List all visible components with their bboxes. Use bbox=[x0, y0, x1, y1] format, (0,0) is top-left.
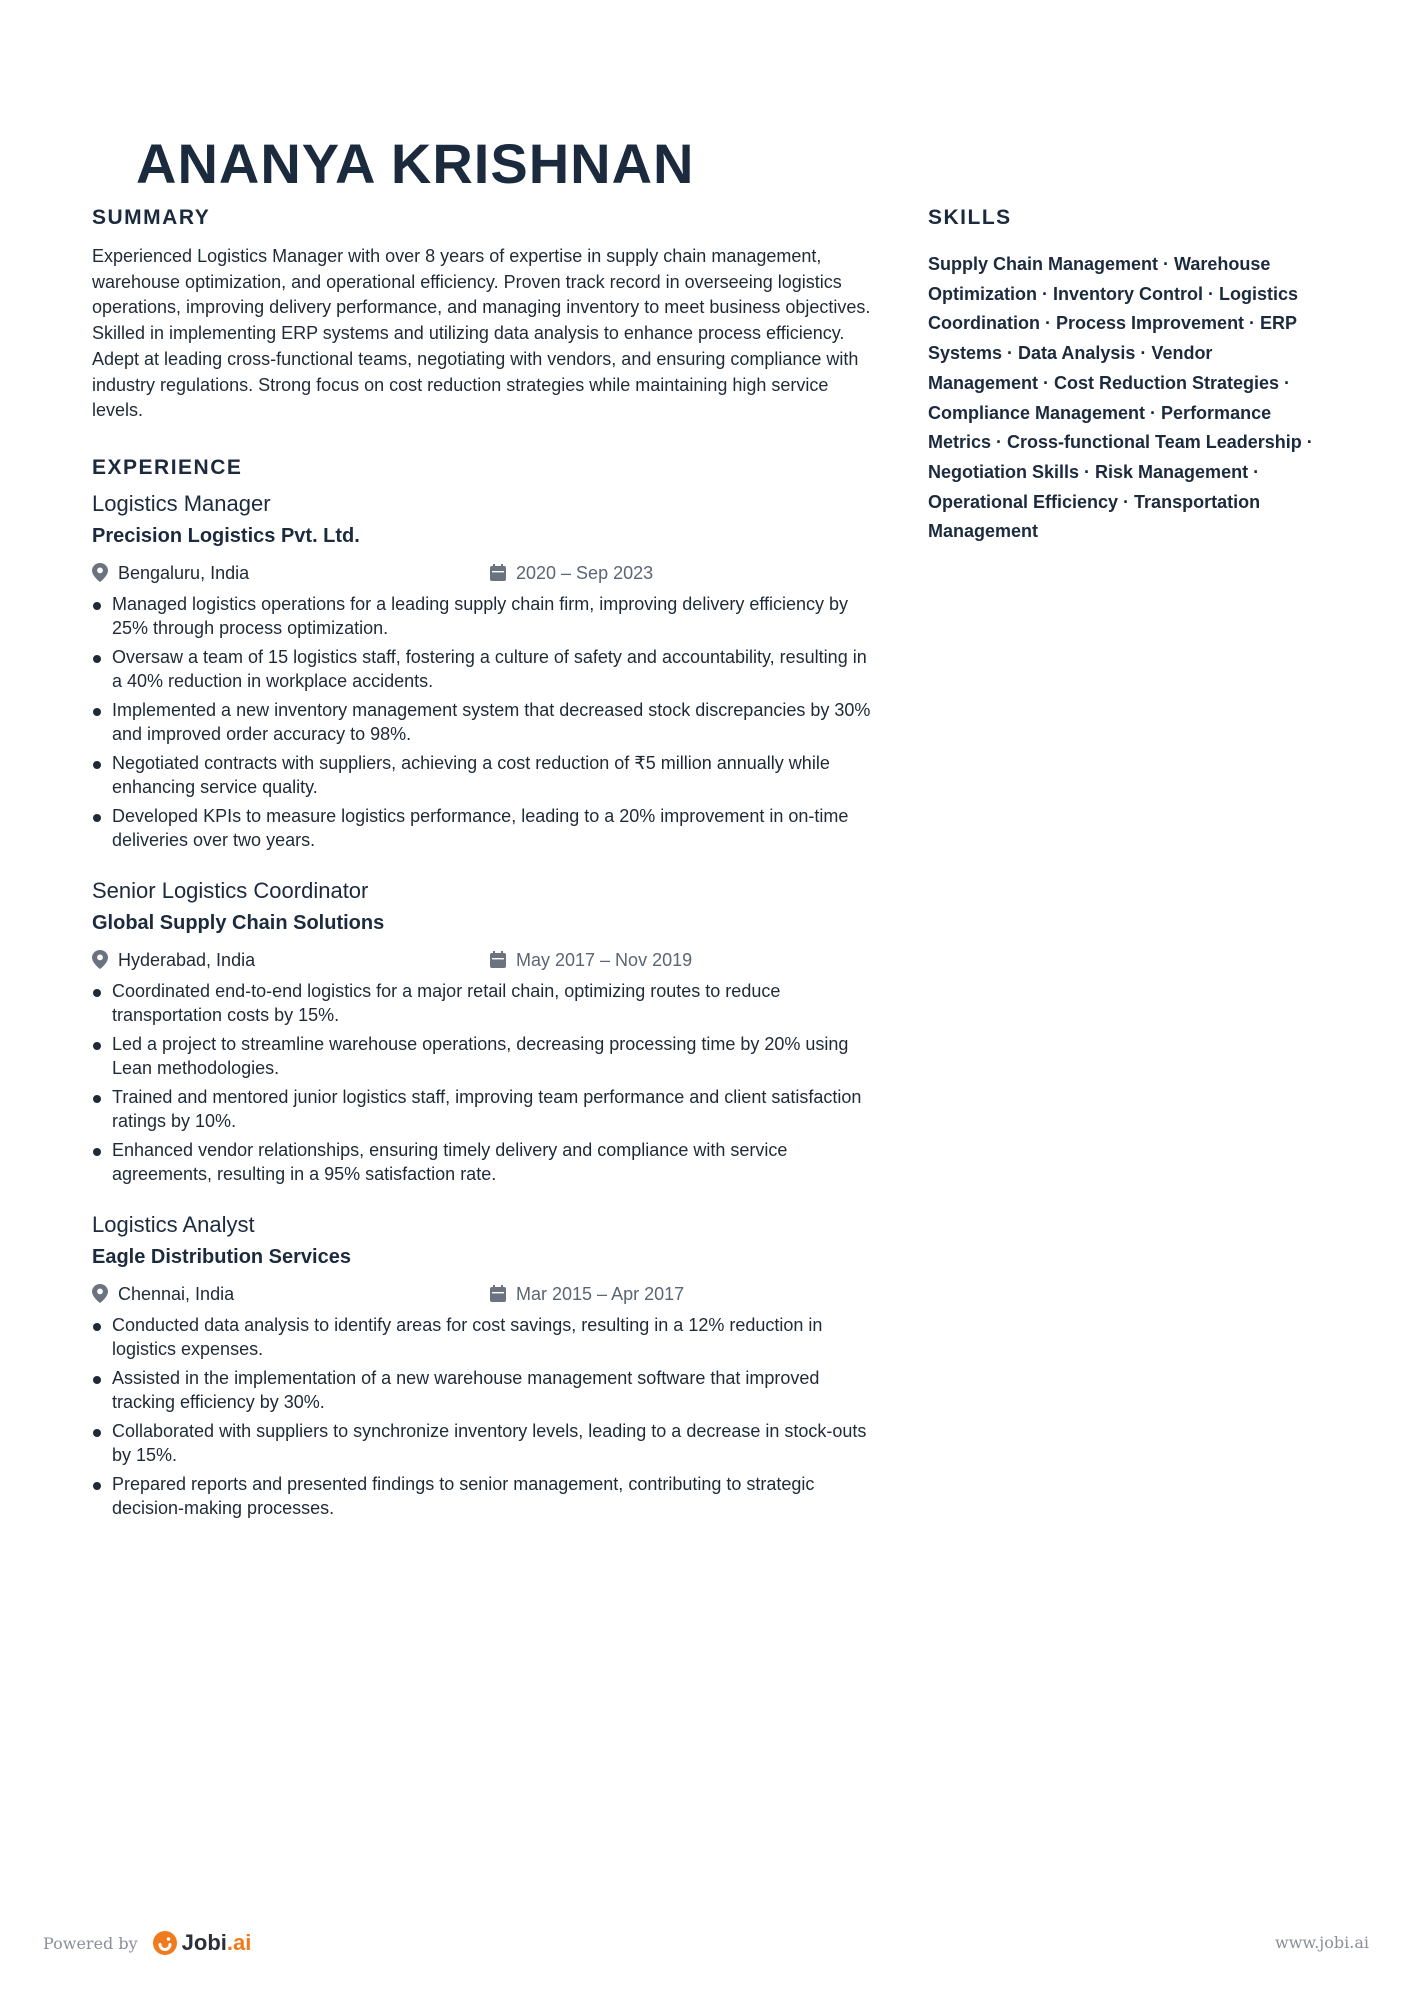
job-dates bbox=[490, 1279, 684, 1309]
calendar-icon bbox=[490, 564, 506, 581]
list-item: Implemented a new inventory management system that decreased stock discrepancies by 30% and improved order accuracy to 98%. bbox=[92, 698, 872, 747]
summary-text: Experienced Logistics Manager with over 8 years of expertise in supply chain management, warehouse optimization, and operational efficiency. Proven track record in overseeing logistics operations, improving delivery performance, and managing inventory to meet business objectives. Skilled in implementing ERP systems and utilizing data analysis to enhance process efficiency. Adept at leading cross-functional teams, negotiating with vendors, and ensuring compliance with industry regulations. Strong focus on cost reduction strategies while maintaining high service levels. bbox=[92, 246, 871, 421]
candidate-name: ANANYA KRISHNAN bbox=[136, 132, 695, 195]
jobi-logo-link[interactable] bbox=[152, 1930, 252, 1956]
dates-text: Mar 2015 – Apr 2017 bbox=[516, 1283, 685, 1304]
job-entry bbox=[92, 1209, 872, 1521]
list-item: Enhanced vendor relationships, ensuring timely delivery and compliance with service agreements, resulting in a 95% satisfaction rate. bbox=[92, 1138, 872, 1187]
dates-text: May 2017 – Nov 2019 bbox=[516, 949, 693, 970]
list-item: Conducted data analysis to identify areas for cost savings, resulting in a 12% reduction in logistics expenses. bbox=[92, 1313, 872, 1362]
job-bullets bbox=[92, 592, 872, 853]
footer-powered-by bbox=[43, 1930, 251, 1956]
list-item: Developed KPIs to measure logistics performance, leading to a 20% improvement in on-time deliveries over two years. bbox=[92, 804, 872, 853]
jobi-logo-text bbox=[182, 1930, 252, 1956]
list-item: Coordinated end-to-end logistics for a major retail chain, optimizing routes to reduce transportation costs by 15%. bbox=[92, 979, 872, 1028]
job-bullets bbox=[92, 1313, 872, 1521]
list-item: Prepared reports and presented findings to senior management, contributing to strategic decision-making processes. bbox=[92, 1472, 872, 1521]
job-title: Senior Logistics Coordinator bbox=[92, 877, 369, 903]
company-name: Eagle Distribution Services bbox=[92, 1245, 351, 1268]
job-location bbox=[92, 945, 255, 975]
location-pin-icon bbox=[92, 563, 108, 582]
list-item: Collaborated with suppliers to synchronize inventory levels, leading to a decrease in stock-outs by 15%. bbox=[92, 1419, 872, 1468]
company-name: Global Supply Chain Solutions bbox=[92, 911, 385, 934]
jobi-logo-icon bbox=[152, 1930, 178, 1956]
list-item: Assisted in the implementation of a new warehouse management software that improved tracking efficiency by 30%. bbox=[92, 1366, 872, 1415]
company-name: Precision Logistics Pvt. Ltd. bbox=[92, 524, 360, 547]
job-dates bbox=[490, 945, 692, 975]
location-text: Hyderabad, India bbox=[118, 949, 256, 970]
brand-main: Jobi bbox=[181, 1930, 227, 1955]
calendar-icon bbox=[490, 951, 506, 968]
brand-suffix: .ai bbox=[226, 1930, 252, 1955]
list-item: Oversaw a team of 15 logistics staff, fostering a culture of safety and accountability, resulting in a 40% reduction in workplace accidents. bbox=[92, 645, 872, 694]
list-item: Trained and mentored junior logistics staff, improving team performance and client satisfaction ratings by 10%. bbox=[92, 1085, 872, 1134]
dates-text: 2020 – Sep 2023 bbox=[516, 562, 654, 583]
list-item: Managed logistics operations for a leading supply chain firm, improving delivery efficiency by 25% through process optimization. bbox=[92, 592, 872, 641]
calendar-icon bbox=[490, 1285, 506, 1302]
job-location bbox=[92, 1279, 234, 1309]
job-entry bbox=[92, 875, 872, 1187]
list-item: Led a project to streamline warehouse operations, decreasing processing time by 20% using Lean methodologies. bbox=[92, 1032, 872, 1081]
location-pin-icon bbox=[92, 950, 108, 969]
job-bullets bbox=[92, 979, 872, 1187]
job-title: Logistics Manager bbox=[92, 490, 271, 516]
skills-list: Supply Chain Management · Warehouse Optimization · Inventory Control · Logistics Coordination · Process Improvement · ERP Systems · Data Analysis · Vendor Management · Cost Reduction Strategies · Compliance Management · Performance Metrics · Cross-functional Team Leadership · Negotiation Skills · Risk Management · Operational Efficiency · Transportation Management bbox=[928, 254, 1313, 542]
location-text: Chennai, India bbox=[118, 1283, 235, 1304]
job-meta bbox=[92, 558, 872, 588]
experience-heading: EXPERIENCE bbox=[92, 455, 243, 479]
skills-section bbox=[928, 204, 1328, 547]
job-title: Logistics Analyst bbox=[92, 1211, 255, 1237]
job-location bbox=[92, 558, 249, 588]
job-meta bbox=[92, 945, 872, 975]
skills-heading: SKILLS bbox=[928, 206, 1012, 229]
summary-heading: SUMMARY bbox=[92, 206, 211, 229]
experience-section bbox=[92, 454, 872, 1521]
summary-section bbox=[92, 204, 872, 424]
right-column bbox=[928, 204, 1328, 547]
list-item: Negotiated contracts with suppliers, achieving a cost reduction of ₹5 million annually while enhancing service quality. bbox=[92, 751, 872, 800]
footer-website-link[interactable]: www.jobi.ai bbox=[1275, 1933, 1369, 1952]
job-meta bbox=[92, 1279, 872, 1309]
powered-by-label: Powered by bbox=[43, 1933, 138, 1953]
left-column bbox=[92, 204, 872, 1543]
location-text: Bengaluru, India bbox=[118, 562, 250, 583]
location-pin-icon bbox=[92, 1284, 108, 1303]
job-entry bbox=[92, 488, 872, 853]
job-dates bbox=[490, 558, 653, 588]
